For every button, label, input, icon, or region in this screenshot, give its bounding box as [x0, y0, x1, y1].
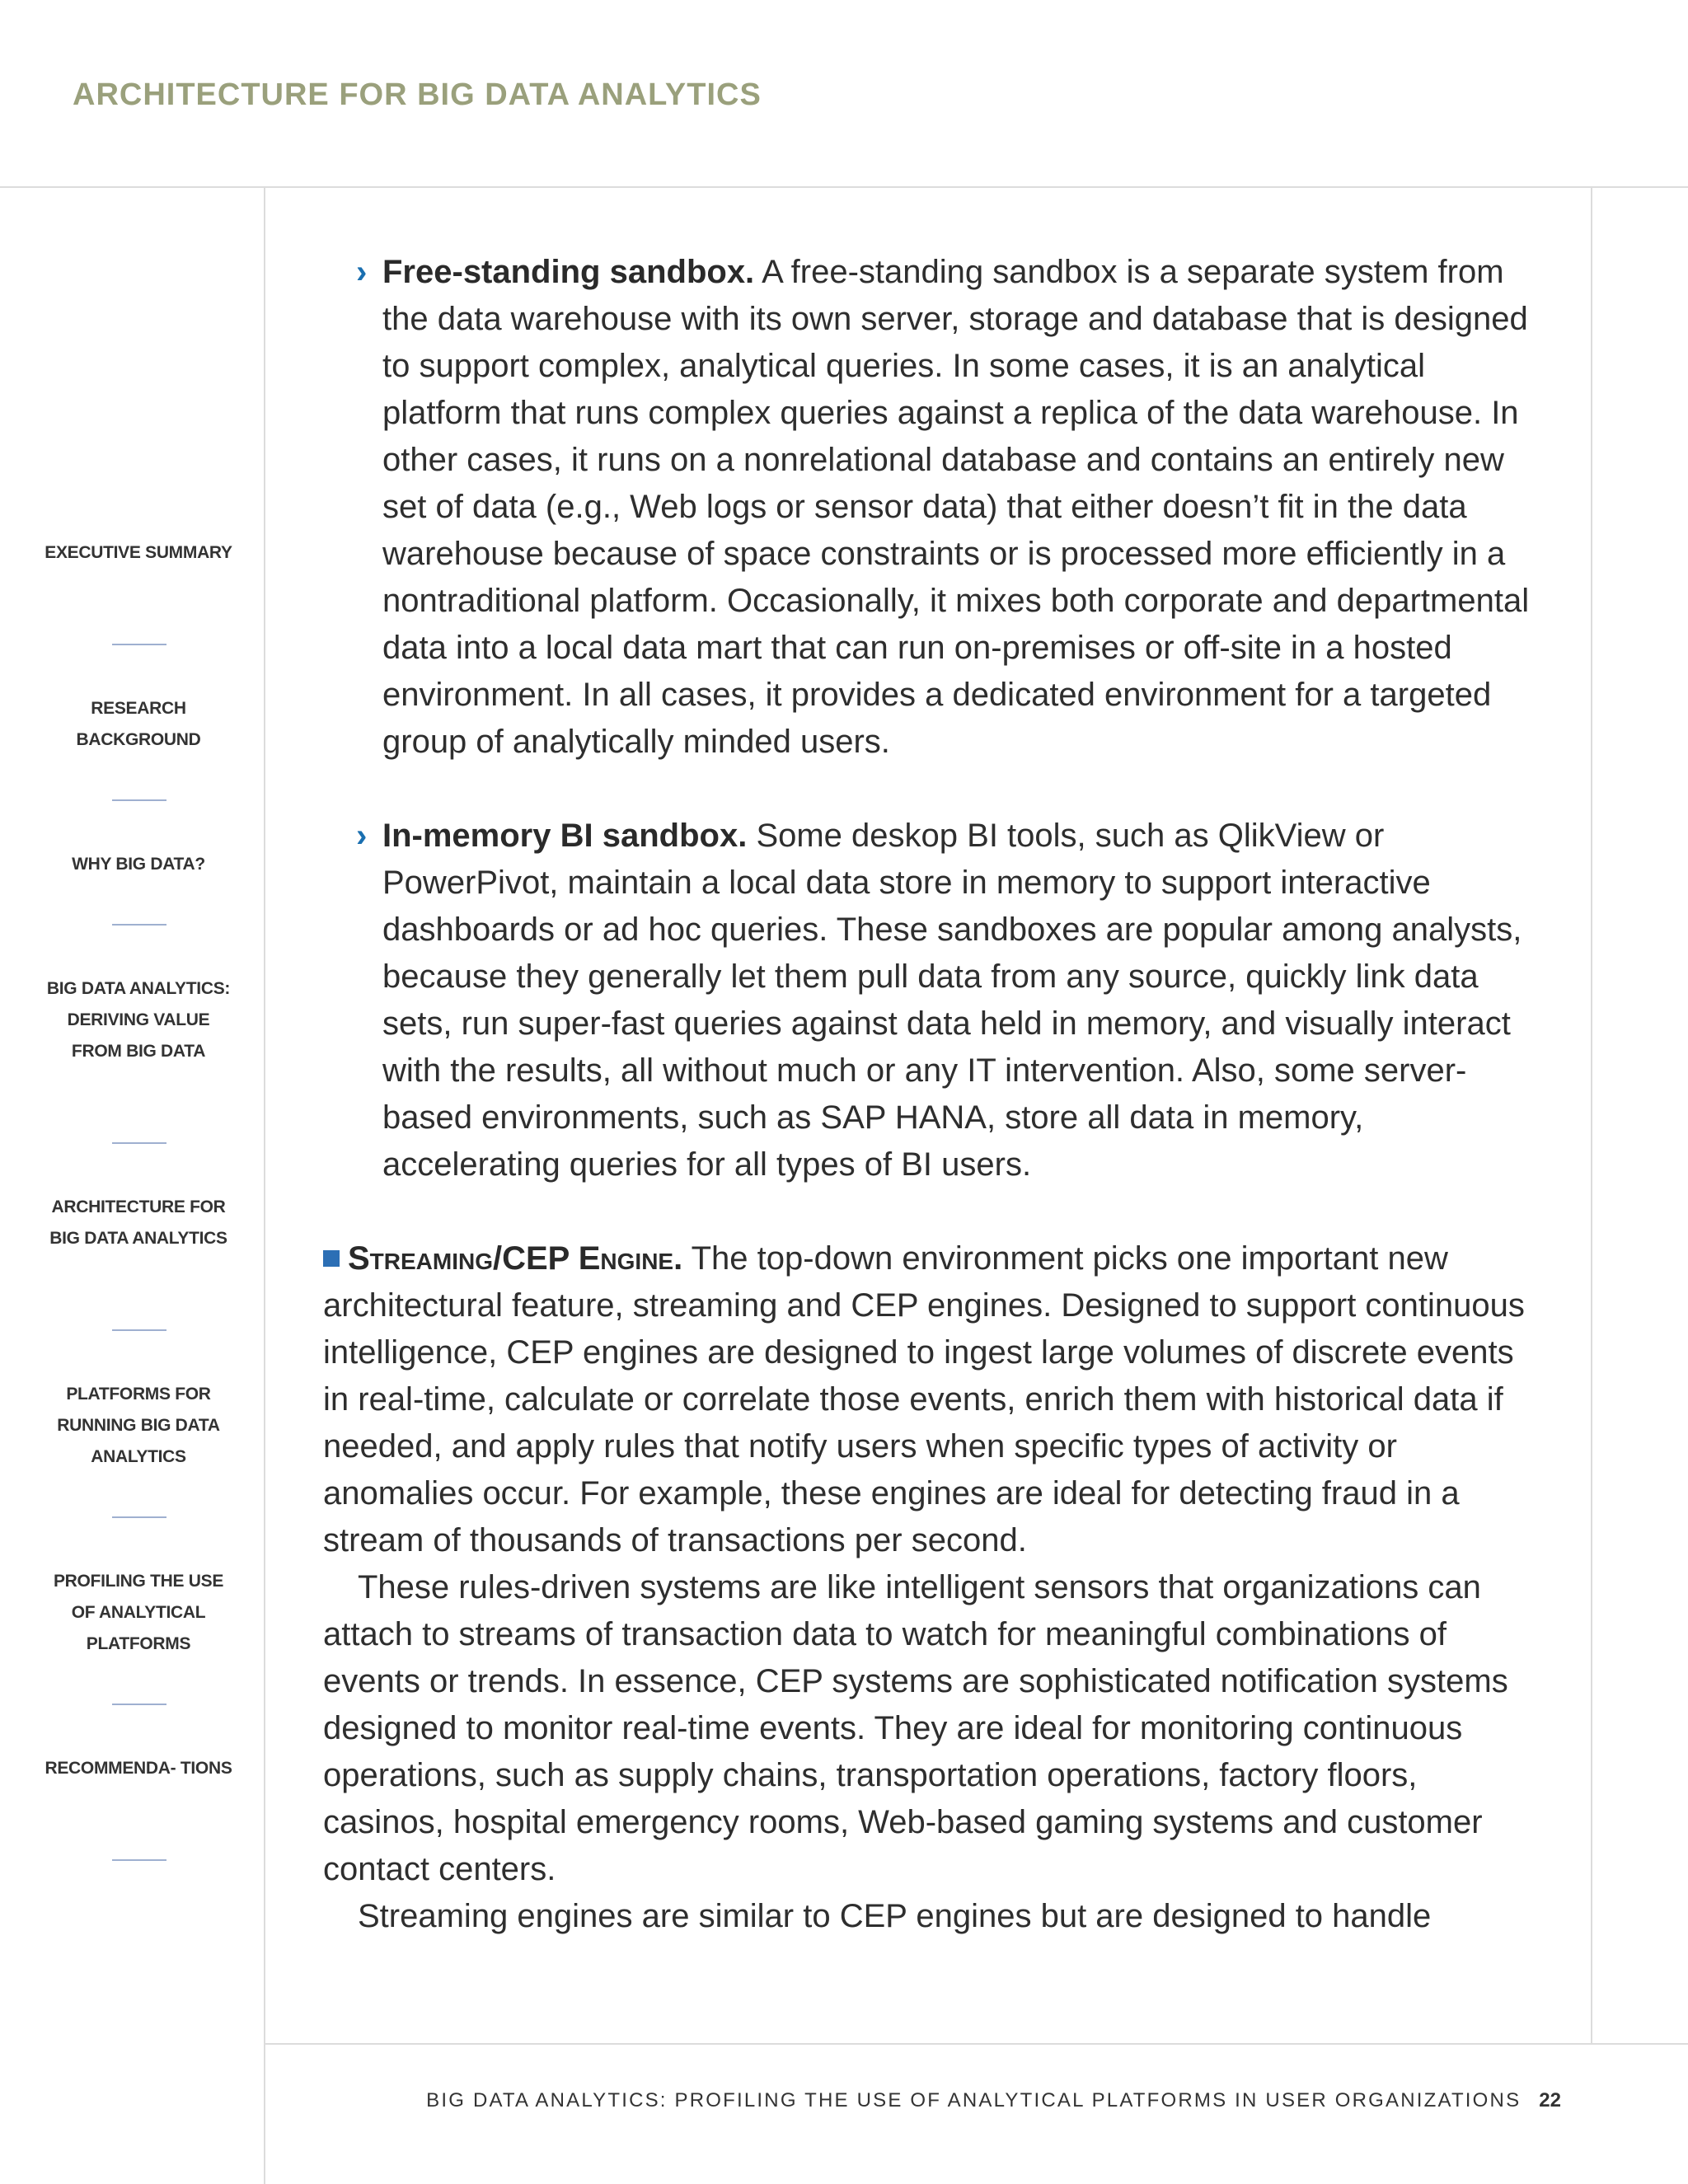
footer-title: BIG DATA ANALYTICS: PROFILING THE USE OF ANALYTICAL PLATFORMS IN USER ORGANIZATIONS: [426, 2089, 1522, 2111]
rules-driven-paragraph: These rules-driven systems are like intelligent sensors that organizations can attach to streams of transaction data to watch for meaningful combinations of events or trends. In essence, CEP systems are sophisticated notification systems designed to monitor real-time events. They are ideal for monitoring continuous operations, such as supply chains, transportation operations, factory floors, casinos, hospital emergency rooms, Web-based gaming systems and customer contact centers.: [323, 1569, 1508, 1887]
sidebar-divider: [112, 1142, 166, 1144]
sidebar-divider: [112, 924, 166, 926]
sidebar-divider: [112, 1859, 166, 1861]
page-header: [0, 0, 1688, 188]
bullet-in-memory-bi-sandbox: [356, 813, 1543, 1188]
sidebar-item-research-background[interactable]: RESEARCH BACKGROUND: [76, 699, 201, 749]
sidebar-item-executive-summary[interactable]: EXECUTIVE SUMMARY: [45, 543, 232, 562]
page-footer: [265, 2089, 1561, 2112]
sidebar-nav: [0, 188, 265, 2184]
main-content: [323, 249, 1543, 1940]
chevron-right-icon: ›: [356, 254, 368, 290]
sidebar-item-architecture[interactable]: ARCHITECTURE FOR BIG DATA ANALYTICS: [49, 1197, 227, 1248]
bullet-text: A free-standing sandbox is a separate system from the data warehouse with its own server, storage and database that is designed to support complex, analytical queries. In some cases, it is an analytical platform that runs complex queries against a replica of the data warehouse. In other cases, it runs on a nonrelational database and contains an entirely new set of data (e.g., Web logs or sensor data) that either doesn’t fit in the data warehouse because of space constraints or is processed more efficiently in a nontraditional platform. Occasionally, it mixes both corporate and departmental data into a local data mart that can run on-premises or off-site in a hosted environment. In all cases, it provides a dedicated environment for a targeted group of analytically minded users.: [382, 254, 1530, 760]
sidebar-divider: [112, 1516, 166, 1518]
page-number: 22: [1539, 2089, 1561, 2111]
streaming-engines-paragraph: Streaming engines are similar to CEP engines but are designed to handle: [358, 1898, 1432, 1934]
sidebar-item-recommendations[interactable]: RECOMMENDA- TIONS: [45, 1759, 232, 1778]
section-title: ARCHITECTURE FOR BIG DATA ANALYTICS: [73, 77, 762, 112]
streaming-cep-heading: Streaming/CEP Engine.: [348, 1240, 683, 1277]
sidebar-divider: [112, 799, 166, 801]
paragraph-text: The top-down environment picks one important new architectural feature, streaming and CEP engines. Designed to support continuous intelligence, CEP engines are designed to ingest large volumes of discrete events in real-time, calculate or correlate those events, enrich them with historical data if needed, and apply rules that notify users when specific types of activity or anomalies occur. For example, these engines are ideal for detecting fraud in a stream of thousands of transactions per second.: [323, 1240, 1525, 1558]
bullet-title: In-memory BI sandbox.: [382, 818, 748, 854]
streaming-cep-paragraph: [323, 1235, 1543, 1564]
bullet-title: Free-standing sandbox.: [382, 254, 755, 290]
sidebar-divider: [112, 1704, 166, 1705]
sidebar-item-why-big-data[interactable]: WHY BIG DATA?: [72, 855, 205, 874]
sidebar-divider: [112, 1329, 166, 1331]
bullet-text: Some deskop BI tools, such as QlikView or PowerPivot, maintain a local data store in memory to support interactive dashboards or ad hoc queries. These sandboxes are popular among analysts, because they generally let them pull data from any source, quickly link data sets, run super-fast queries against data held in memory, and visually interact with the results, all without much or any IT intervention. Also, some server-based environments, such as SAP HANA, store all data in memory, accelerating queries for all types of BI users.: [382, 818, 1522, 1183]
sidebar-item-platforms[interactable]: PLATFORMS FOR RUNNING BIG DATA ANALYTICS: [57, 1385, 220, 1466]
bullet-free-standing-sandbox: [356, 249, 1543, 766]
sidebar-divider: [112, 644, 166, 645]
sidebar-item-big-data-analytics[interactable]: BIG DATA ANALYTICS: DERIVING VALUE FROM BIG DATA: [46, 979, 231, 1061]
chevron-right-icon: ›: [356, 818, 368, 854]
sidebar-item-profiling[interactable]: PROFILING THE USE OF ANALYTICAL PLATFORMS: [53, 1572, 224, 1653]
right-rule: [1591, 188, 1592, 2044]
footer-rule: [265, 2043, 1688, 2045]
square-bullet-icon: [323, 1250, 340, 1267]
